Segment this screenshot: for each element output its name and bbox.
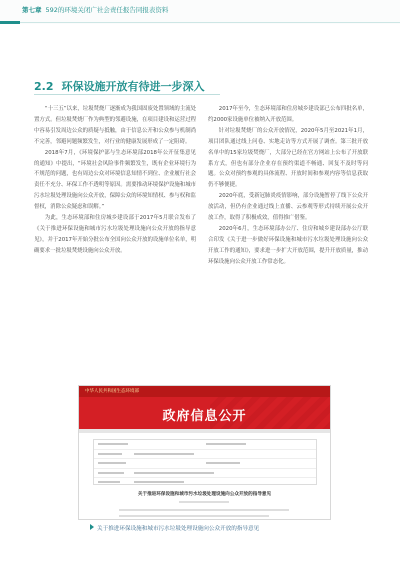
body-paragraph: 为此，生态环境部和住房城乡建设部于2017年5月联合发布了《关于推进环保设施和城市污水垃圾处理设施向公众开放的指导意见》，并于2017年开始分批公布全国向公众开放的设施单位名单，明确要求一批垃圾焚烧设施向公众开放。 [34, 215, 196, 254]
body-paragraph: 2020年底，受新冠肺炎疫情影响，部分设施暂停了线下公众开放活动，但仍有企业通过线上直播、云参观等形式持续开展公众开放工作，取得了积极成效，值得推广借鉴。 [208, 193, 368, 222]
running-header-text [22, 5, 168, 14]
banner-title: 政府信息公开 [162, 409, 247, 424]
document-text-line [119, 515, 269, 517]
left-column [34, 104, 196, 257]
running-header [0, 0, 400, 24]
header-rule [20, 22, 400, 23]
site-body [79, 433, 330, 519]
metadata-row [94, 478, 316, 487]
section-heading [34, 78, 205, 94]
right-column [208, 104, 368, 268]
chapter-label: 第七章 [22, 6, 42, 14]
document-text-line [179, 501, 229, 503]
body-paragraph: “十三五”以来，垃圾焚烧厂逐渐成为我国固废处置领域的主流处置方式。但垃圾焚烧厂作为典型的邻避设施，在项目建设和运营过程中容易引发周边公众的质疑与抵触，由于信息公开和公众参与机制尚不完善，邻避问题频繁发生，对行业的健康发展形成了一定阻碍。 [34, 106, 196, 145]
metadata-row [94, 469, 316, 479]
metadata-row [94, 459, 316, 469]
running-header-title: 592的环境关闭广社会责任报告同报表资料 [45, 6, 169, 14]
document-title: 关于推进环保设施和城市污水垃圾处理设施向公众开放的指导意见 [137, 492, 272, 497]
figure-caption-text: 关于推进环保设施和城市污水垃圾处理设施向公众开放的指导意见 [97, 526, 260, 532]
document-metadata-table [93, 439, 317, 485]
body-paragraph: 2020年6月，生态环境部办公厅、住房和城乡建设部办公厅联合印发《关于进一步做好环保设施和城市污水垃圾处理设施向公众开放工作的通知》，要求进一步扩大开放范围，提升开放质量，推动环保设施向公众开放工作常态化。 [208, 225, 368, 265]
section-rule [34, 94, 220, 95]
section-title: 环保设施开放有待进一步深入 [61, 80, 205, 93]
body-paragraph: 2017年至今，生态环境部和住房城乡建设部已公布四批名单，约2000家设施单位被纳入开放范围。 [208, 106, 368, 123]
caption-arrow-icon [90, 524, 94, 530]
government-site-screenshot [78, 385, 331, 520]
metadata-row [94, 440, 316, 450]
body-paragraph: 2018年7月，《环境保护部与生态环境部2018年公开征集意见的通知》中提出，“环境社会风险事件频繁发生，既有企业环境行为不规范的问题，也有周边公众对环境信息知情不到位、企业履行社会责任不充分、环保工作不透明等原因。需要推动环境保护设施和城市污水垃圾处理设施向公众开放，保障公众的环境知情权、参与权和监督权，消除公众疑虑和误解。” [34, 149, 196, 211]
document-text-line [119, 509, 289, 511]
header-accent-bar [0, 21, 20, 24]
site-name: 中华人民共和国生态环境部 [85, 389, 139, 394]
section-number: 2.2 [34, 80, 54, 93]
body-paragraph: 针对垃圾焚烧厂的公众开放情况，2020年5月至2021年1月，项目团队通过线上问卷、实地走访等方式开展了调查。第三批开放名单中的15家垃圾焚烧厂，大部分已经在官方网站上公布了开放联系方式，但也有部分企业存在预约渠道不畅通、回复不及时等问题。公众对预约参观的具体流程、开放时间和参观内容等信息获取仍不够便捷。 [208, 127, 368, 189]
site-banner [79, 397, 330, 429]
figure-caption [90, 524, 259, 532]
metadata-row [94, 450, 316, 460]
site-topbar [79, 386, 330, 397]
